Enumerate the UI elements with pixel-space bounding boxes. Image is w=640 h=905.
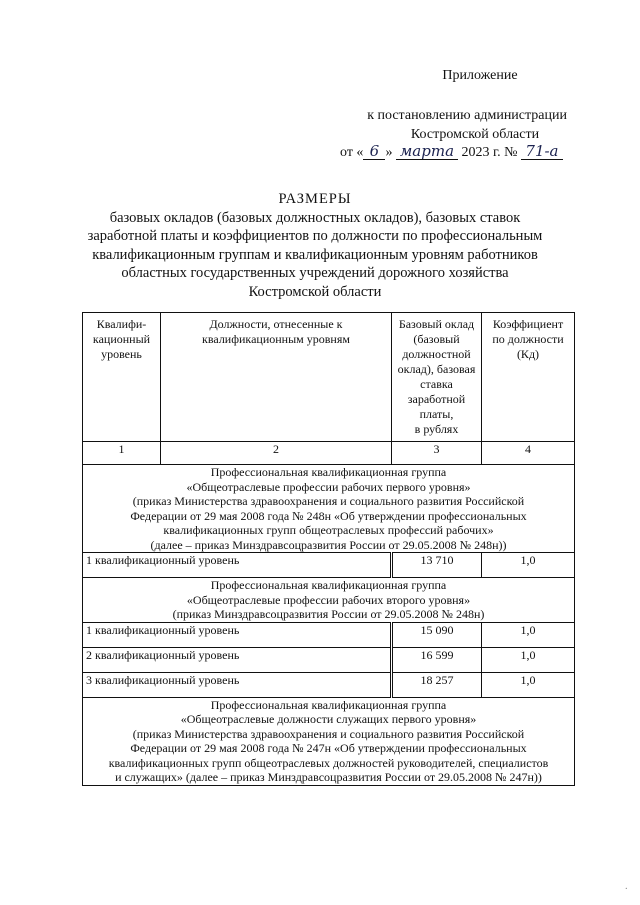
- table-header-row: [83, 313, 575, 442]
- group-header-row: [83, 578, 575, 623]
- row-coefficient: 1,0: [482, 622, 575, 647]
- heading-line: заработной платы и коэффициентов по должности по профессиональным: [87, 228, 543, 244]
- group-header-row: [83, 697, 575, 785]
- row-coefficient: 1,0: [482, 553, 575, 578]
- date-prefix: от «: [340, 145, 364, 160]
- group-title: Профессиональная квалификационная группа «Общеотраслевые должности служащих первого уровня» (приказ Министерства здравоохранения и социального развития Российской Федерации от 29 мая 2008 года № 247н «Об утверждении профессиональных квалификационных групп общеотраслевых должностей руководителей, специалистов и служащих» (далее – приказ Минздравсоцразвития России от 29.05.2008 № 247н)): [83, 697, 575, 785]
- row-level: 1 квалификационный уровень: [83, 553, 392, 578]
- document-heading: [40, 190, 590, 301]
- column-number: 4: [482, 442, 575, 465]
- appendix-title: Приложение: [442, 68, 518, 83]
- table-row: [83, 672, 575, 697]
- row-level: 1 квалификационный уровень: [83, 622, 392, 647]
- appendix-date-line: [340, 143, 600, 162]
- heading-line: Костромской области: [248, 283, 382, 300]
- header-qual-level: Квалифи- кационный уровень: [83, 313, 161, 442]
- appendix-resolution-line: к постановлению администрации: [367, 108, 567, 123]
- group-title: Профессиональная квалификационная группа «Общеотраслевые профессии рабочих первого уровня» (приказ Министерства здравоохранения и социального развития Российской Федерации от 29 мая 2008 года № 248н «Об утверждении профессиональных квалификационных групп общеотраслевых профессий рабочих» (далее – приказ Минздравсоцразвития России от 29.05.2008 № 248н)): [83, 465, 575, 553]
- appendix-region-line: Костромской области: [410, 127, 540, 142]
- column-number: 1: [83, 442, 161, 465]
- salary-table: [82, 312, 575, 786]
- date-month-handwritten: марта: [396, 143, 458, 160]
- group-header-row: [83, 465, 575, 553]
- date-mid: »: [385, 145, 393, 160]
- column-number: 3: [392, 442, 482, 465]
- table-row: [83, 553, 575, 578]
- row-coefficient: 1,0: [482, 672, 575, 697]
- heading-line: квалификационным группам и квалификационным уровням работников: [92, 246, 538, 263]
- row-salary: 18 257: [392, 672, 482, 697]
- heading-line: областных государственных учреждений дорожного хозяйства: [121, 265, 509, 281]
- row-salary: 13 710: [392, 553, 482, 578]
- scan-artifact-dot: ·: [624, 884, 628, 895]
- date-year: 2023 г. №: [461, 145, 518, 160]
- row-coefficient: 1,0: [482, 647, 575, 672]
- column-number: 2: [161, 442, 392, 465]
- header-base-salary: Базовый оклад (базовый должностной оклад), базовая ставка заработной платы, в рублях: [392, 313, 482, 442]
- table-row: [83, 622, 575, 647]
- header-positions: Должности, отнесенные к квалификационным уровням: [161, 313, 392, 442]
- column-numbers-row: [83, 442, 575, 465]
- date-day-handwritten: 6: [363, 143, 385, 160]
- group-title: Профессиональная квалификационная группа «Общеотраслевые профессии рабочих второго уровня» (приказ Минздравсоцразвития России от 29.05.2008 № 248н): [83, 578, 575, 623]
- row-level: 3 квалификационный уровень: [83, 672, 392, 697]
- document-number-handwritten: 71-а: [521, 143, 563, 160]
- row-level: 2 квалификационный уровень: [83, 647, 392, 672]
- row-salary: 16 599: [392, 647, 482, 672]
- heading-line: базовых окладов (базовых должностных окладов), базовых ставок: [109, 209, 521, 226]
- row-salary: 15 090: [392, 622, 482, 647]
- header-coefficient: Коэффициент по должности (Кд): [482, 313, 575, 442]
- table-row: [83, 647, 575, 672]
- heading-title: РАЗМЕРЫ: [278, 191, 352, 207]
